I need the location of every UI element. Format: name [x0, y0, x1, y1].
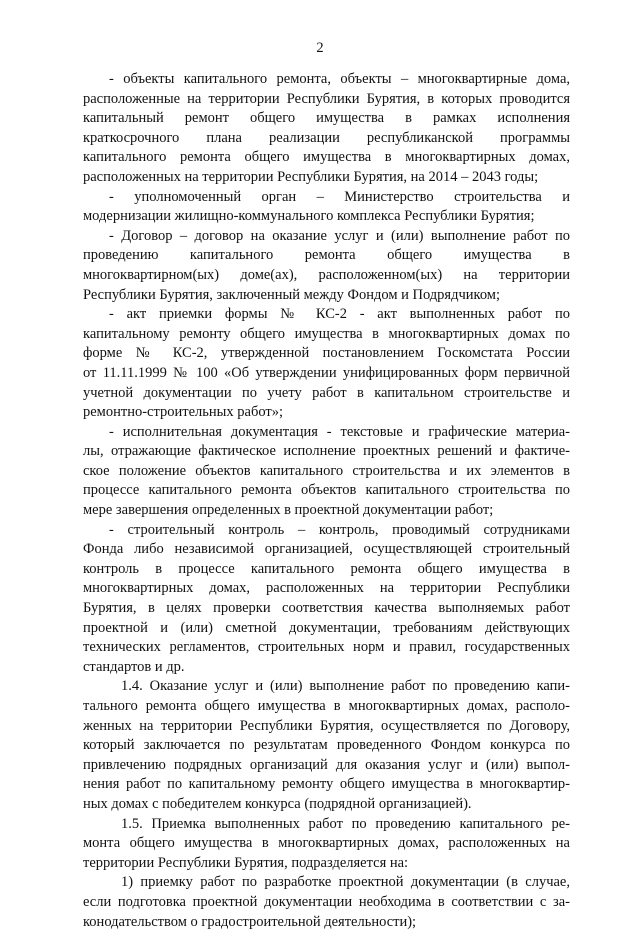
text-line: территории Республики Бурятия, подразделяется на:	[83, 854, 409, 871]
page-number: 2	[316, 40, 324, 56]
text-line: расположенные на территории Республики Бурятия, в которых проводится	[83, 90, 570, 107]
text-line: стандартов и др.	[83, 658, 185, 675]
text-line: - объекты капитального ремонта, объекты – многоквартирные дома,	[109, 71, 570, 87]
text-line: мере завершения определенных в проектной документации работ;	[83, 502, 494, 519]
text-line: который заключается по результатам проведенного Фондом конкурса по	[83, 737, 570, 754]
text-line: привлечению подрядных организаций для оказания услуг и (или) выпол-	[83, 756, 570, 773]
text-line: расположенных на территории Республики Бурятия, на 2014 – 2043 годы;	[83, 168, 539, 185]
text-line: проектной и (или) сметной документации, требованиям действующих	[83, 619, 570, 636]
text-line: Фонда либо независимой организацией, осуществляющей строительный	[83, 541, 570, 558]
text-line: многоквартирном(ых) доме(ах), расположенном(ых) на территории	[83, 266, 570, 283]
text-line: - акт приемки формы № КС-2 - акт выполненных работ по	[109, 306, 570, 323]
text-line: - Договор – договор на оказание услуг и (или) выполнение работ по	[109, 227, 570, 244]
text-line: женных на территории Республики Бурятия, осуществляется по Договору,	[83, 717, 570, 734]
text-line: от 11.11.1999 № 100 «Об утверждении унифицированных форм первичной	[83, 364, 570, 381]
text-line: технических регламентов, строительных норм и правил, государственных	[83, 639, 570, 656]
text-line: если подготовка проектной документации необходима в соответствии с за-	[83, 893, 570, 910]
text-line: - уполномоченный орган – Министерство строительства и	[109, 188, 570, 205]
text-line: контроль в процессе капитального ремонта общего имущества в	[83, 560, 570, 577]
text-line: ское положение объектов капитального строительства и их элементов в	[83, 462, 570, 479]
text-line: конодательством о градостроительной деятельности);	[83, 913, 417, 930]
text-line: 1) приемку работ по разработке проектной документации (в случае,	[121, 874, 570, 891]
text-line: проведению капитального ремонта общего имущества в	[83, 247, 570, 264]
text-line: тального ремонта общего имущества в многоквартирных домах, располо-	[83, 698, 570, 714]
text-line: учетной документации по учету работ в капитальном строительстве и	[83, 384, 570, 401]
document-body	[83, 70, 570, 932]
text-line: капитального ремонта общего имущества в многоквартирных домах,	[83, 149, 570, 166]
text-line: - строительный контроль – контроль, проводимый сотрудниками	[109, 521, 570, 538]
text-line: капитальному ремонту общего имущества в многоквартирных домах по	[83, 325, 570, 342]
text-line: ремонтно-строительных работ»;	[83, 404, 283, 421]
text-line: капитальный ремонт общего имущества в рамках исполнения	[83, 110, 570, 127]
text-line: многоквартирных домах, расположенных на территории Республики	[83, 580, 570, 597]
text-line: лы, отражающие фактическое исполнение проектных решений и фактиче-	[83, 443, 570, 460]
text-line: ных домах с победителем конкурса (подрядной организацией).	[83, 795, 472, 812]
text-line: 1.4. Оказание услуг и (или) выполнение работ по проведению капи-	[121, 678, 570, 695]
text-line: Бурятия, в целях проверки соответствия качества выполняемых работ	[83, 600, 570, 617]
text-line: модернизации жилищно-коммунального комплекса Республики Бурятия;	[83, 208, 535, 225]
text-line: Республики Бурятия, заключенный между Фондом и Подрядчиком;	[83, 286, 501, 303]
text-line: 1.5. Приемка выполненных работ по проведению капитального ре-	[121, 815, 570, 832]
text-line: нения работ по капитальному ремонту общего имущества в многоквартир-	[83, 776, 570, 793]
text-line: форме № КС-2, утвержденной постановлением Госкомстата России	[83, 345, 570, 362]
text-line: краткосрочного плана реализации республиканской программы	[83, 129, 570, 146]
text-line: процессе капитального ремонта объектов капитального строительства по	[83, 482, 570, 499]
text-line: монта общего имущества в многоквартирных домах, расположенных на	[83, 835, 570, 852]
text-line: - исполнительная документация - текстовые и графические материа-	[109, 423, 570, 440]
